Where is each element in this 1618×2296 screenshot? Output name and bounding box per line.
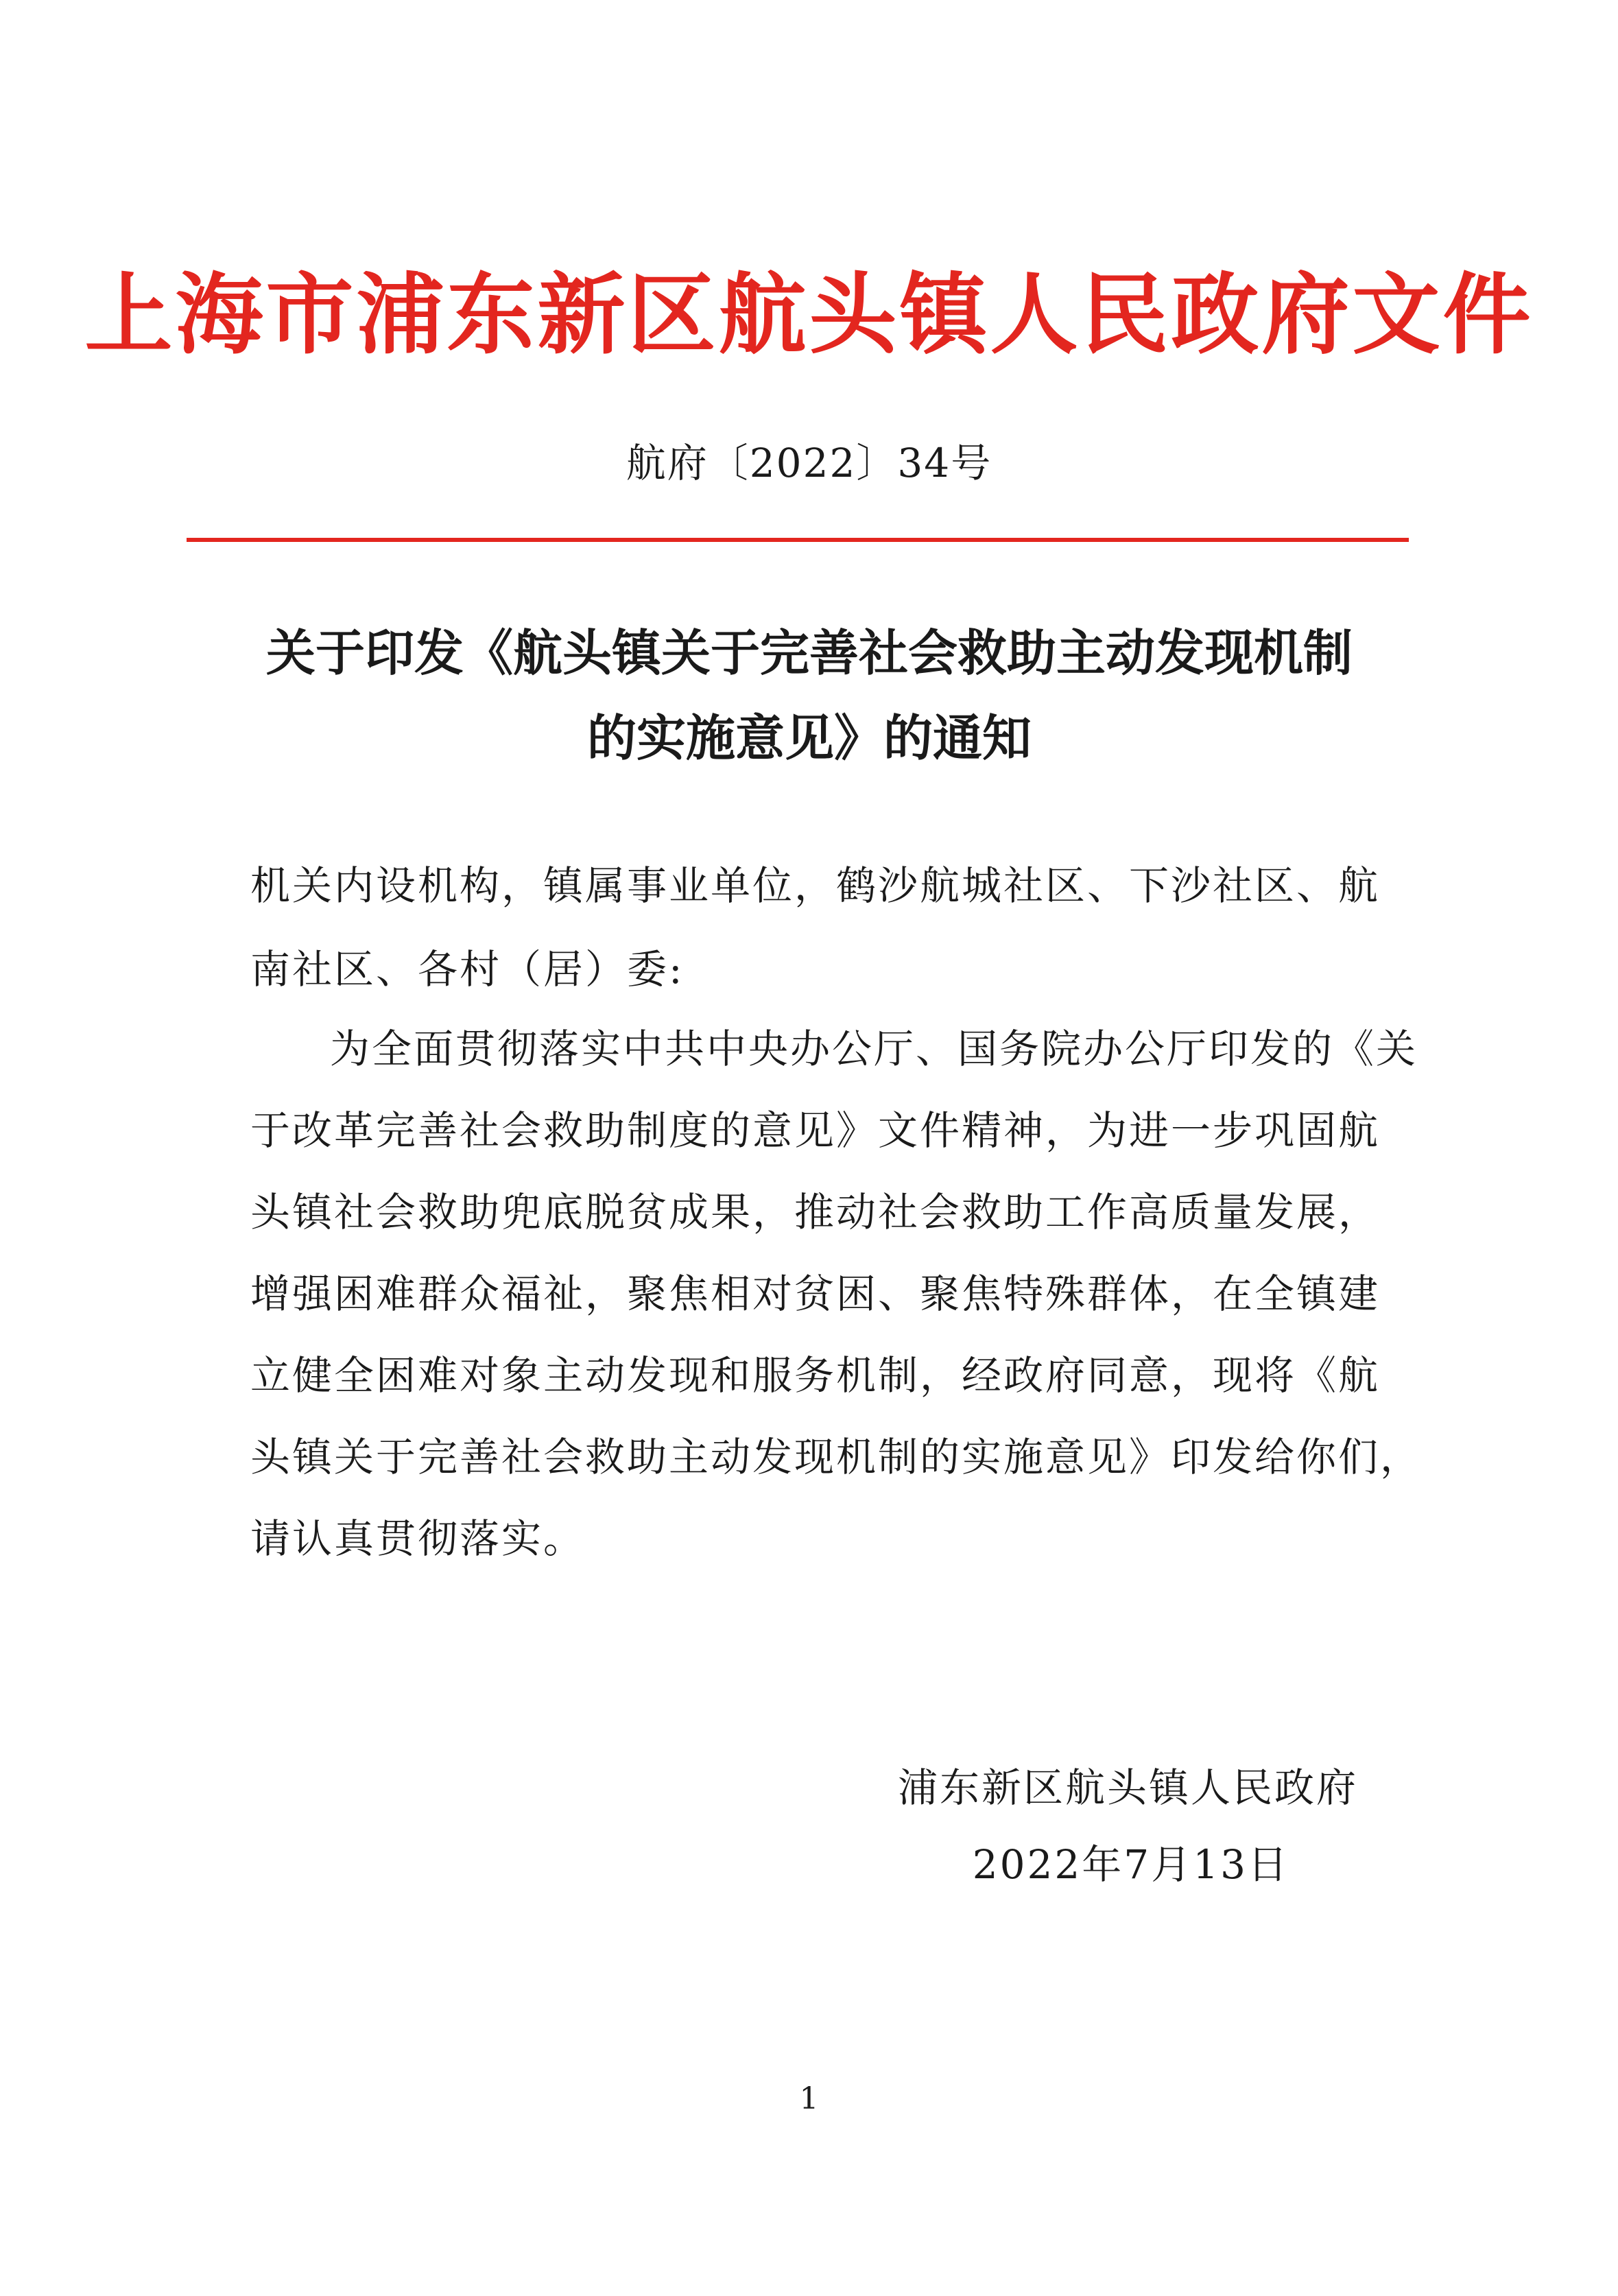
body-line: 增强困难群众福祉，聚焦相对贫困、聚焦特殊群体，在全镇建 <box>250 1270 1381 1317</box>
title-line: 关于印发《航头镇关于完善社会救助主动发现机制 <box>265 624 1353 682</box>
body-line: 头镇社会救助兜底脱贫成果，推动社会救助工作高质量发展， <box>250 1189 1381 1235</box>
page-number: 1 <box>799 2081 819 2116</box>
recipients-line: 南社区、各村（居）委: <box>250 946 685 993</box>
red-separator-rule <box>187 538 1409 542</box>
issuing-authority-header: 上海市浦东新区航头镇人民政府文件 <box>84 264 1534 366</box>
body-line: 于改革完善社会救助制度的意见》文件精神，为进一步巩固航 <box>250 1107 1381 1154</box>
body-line: 请认真贯彻落实。 <box>250 1515 586 1562</box>
issue-date: 2022年7月13日 <box>972 1841 1289 1888</box>
body-paragraph <box>250 1008 1423 1580</box>
body-line: 头镇关于完善社会救助主动发现机制的实施意见》印发给你们， <box>250 1434 1423 1480</box>
body-line: 立健全困难对象主动发现和服务机制，经政府同意，现将《航 <box>250 1352 1381 1399</box>
body-line: 为全面贯彻落实中共中央办公厅、国务院办公厅印发的《关 <box>330 1026 1418 1072</box>
title-line: 的实施意见》的通知 <box>586 709 1032 767</box>
signature-block <box>892 1749 1358 1903</box>
recipients-line: 机关内设机构，镇属事业单位，鹤沙航城社区、下沙社区、航 <box>250 862 1381 909</box>
document-title <box>137 611 1482 781</box>
recipients-block <box>250 844 1381 1011</box>
document-number: 航府〔2022〕34号 <box>626 440 992 486</box>
issuer-name: 浦东新区航头镇人民政府 <box>897 1764 1358 1811</box>
